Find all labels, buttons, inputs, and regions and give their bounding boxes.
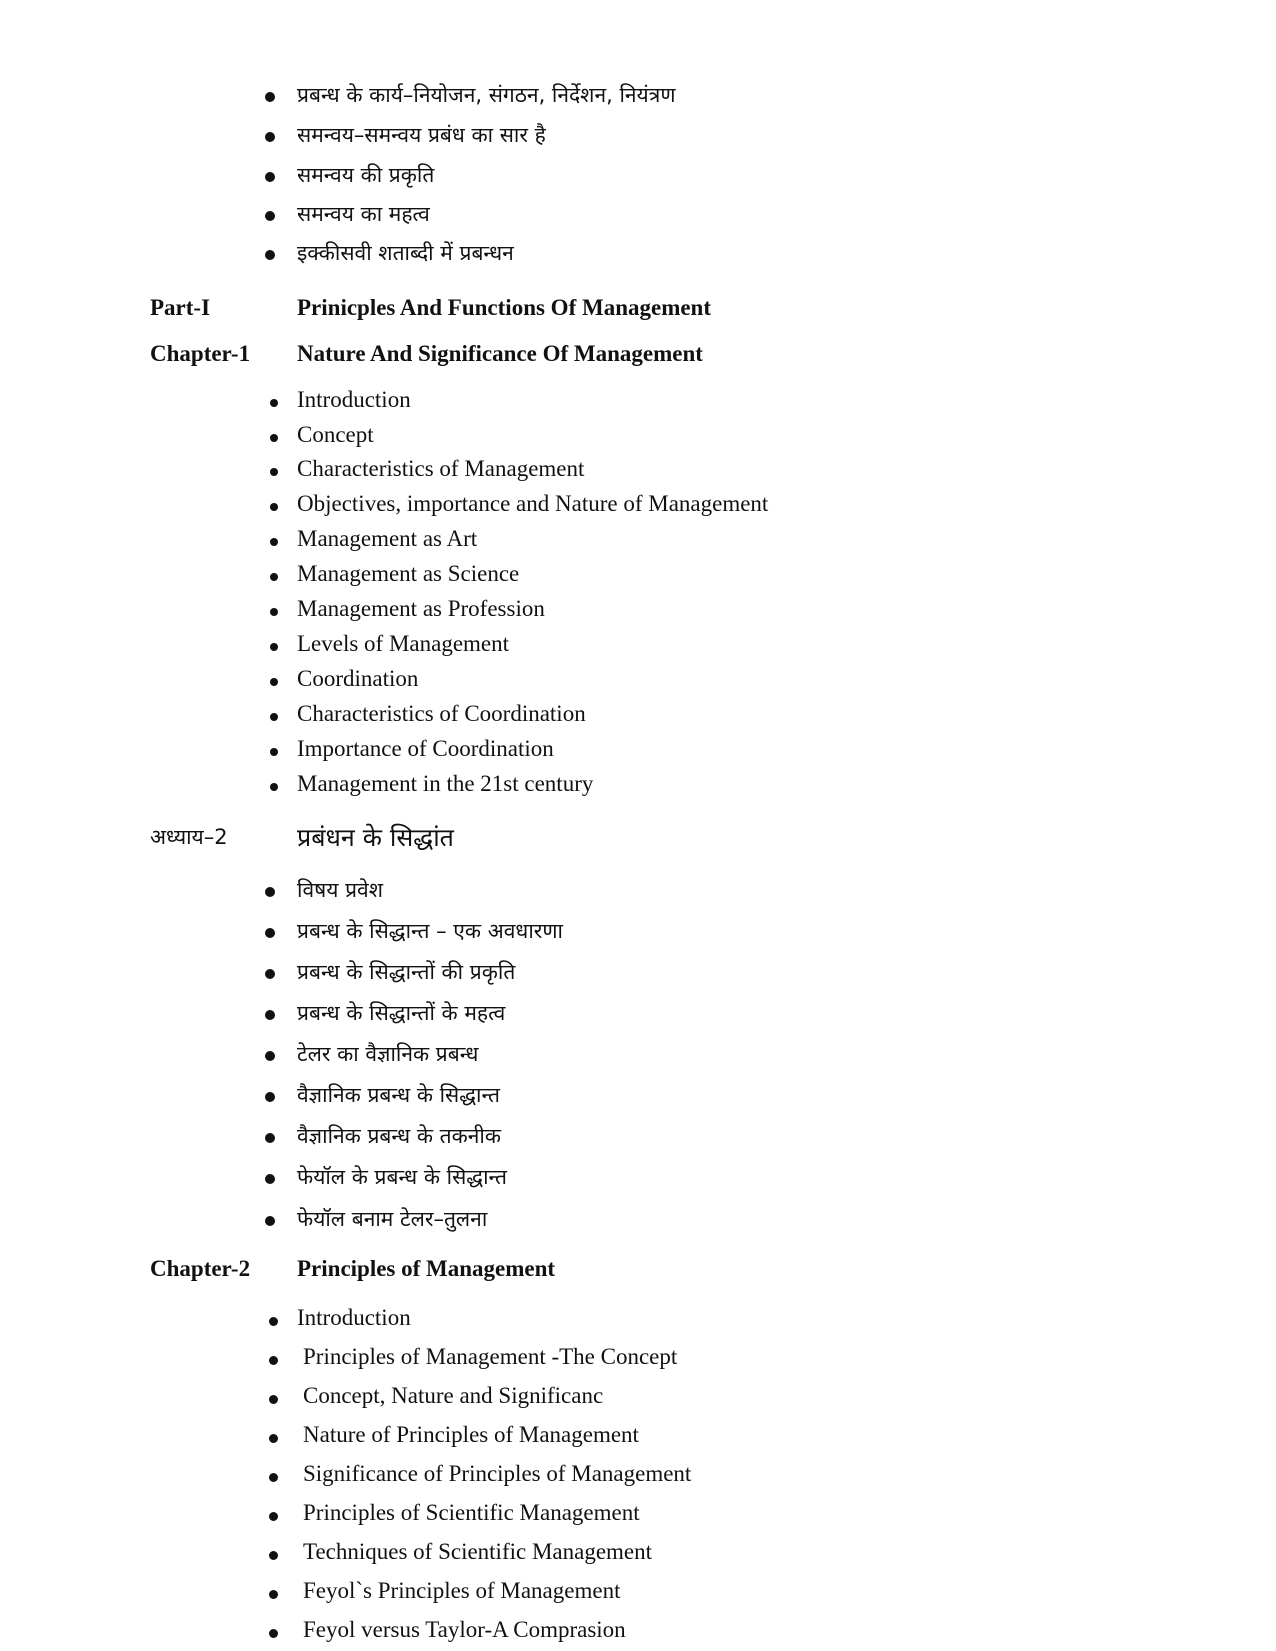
bullet-icon [265,1133,275,1143]
bullet-icon [270,434,278,442]
bullet-icon [270,573,278,581]
chapter2-title: Principles of Management [297,1256,556,1281]
bullet-icon [265,1051,275,1061]
bullet-icon [265,250,275,260]
bullet-icon [270,399,278,407]
bullet-icon [265,887,275,897]
bullet-icon [269,1512,278,1521]
bullet-icon [265,1010,275,1020]
bullet-icon [269,1395,278,1404]
bullet-icon [270,538,278,546]
bullet-icon [265,1216,275,1226]
bullet-icon [269,1356,278,1365]
bullet-icon [269,1317,278,1326]
bullet-icon [269,1473,278,1482]
adhyay2-title: प्रबंधन के सिद्धांत [297,823,454,852]
bullet-icon [270,608,278,616]
part-label: Part-I [150,295,211,320]
bullet-icon [270,678,278,686]
bullet-icon [270,748,278,756]
bullet-icon [270,468,278,476]
bullet-icon [265,211,275,221]
chapter1-title: Nature And Significance Of Management [297,341,703,366]
bullet-icon [265,928,275,938]
bullet-icon [269,1629,278,1638]
bullet-icon [270,783,278,791]
bullet-icon [269,1434,278,1443]
bullet-icon [265,969,275,979]
bullet-icon [265,172,275,182]
bullet-icon [270,643,278,651]
bullet-icon [269,1590,278,1599]
chapter2-label: Chapter-2 [150,1256,251,1281]
bullet-icon [265,92,275,102]
part-title: Prinicples And Functions Of Management [297,295,712,320]
chapter1-label: Chapter-1 [150,341,251,366]
adhyay2-label: अध्याय–2 [150,825,228,849]
bullet-icon [265,1174,275,1184]
bullet-icon [270,503,278,511]
document-page: प्रबन्ध के कार्य–नियोजन, संगठन, निर्देशन, नियंत्रण समन्वय–समन्वय प्रबंध का सार है समन्वय की प्रकृति समन्वय का महत्व इक्कीसवी शताब्दी में प्रबन्धन Part-I Prinicples And Functions Of Management Chapter-1 Nature And Significance Of Management Introduction Concept Characteristics of Management Objectives, importance and Nature of Management Management as Art Management as Science Management as Profession Levels of Management Coordination Characteristics of Coordination Importance of Coordination Management in the 21st century अध्याय–2 प्रबंधन के सिद्धांत विषय प्रवेश प्रबन्ध के सिद्धान्त – एक अवधारणा प्रबन्ध के सिद्धान्तों की प्रकृति प्रबन्ध के सिद्धान्तों के महत्व टेलर का वैज्ञानिक प्रबन्ध वैज्ञानिक प्रबन्ध के सिद्धान्त वैज्ञानिक प्रबन्ध के तकनीक फेयॉल के प्रबन्ध के सिद्धान्त फेयॉल बनाम टेलर–तुलना Chapter-2 Principles of Management Introduction Principles of Management -The Concept Concept, Nature and Significanc Nature of Principles of Management Significance of Principles of Management Principles of Scientific Management Techniques of Scientific Management Feyol`s Principles of Management Feyol versus Taylor-A Comprasion [150,83,769,1642]
bullet-icon [270,713,278,721]
bullet-icon [265,1092,275,1102]
bullet-icon [269,1551,278,1560]
bullet-icon [265,132,275,142]
